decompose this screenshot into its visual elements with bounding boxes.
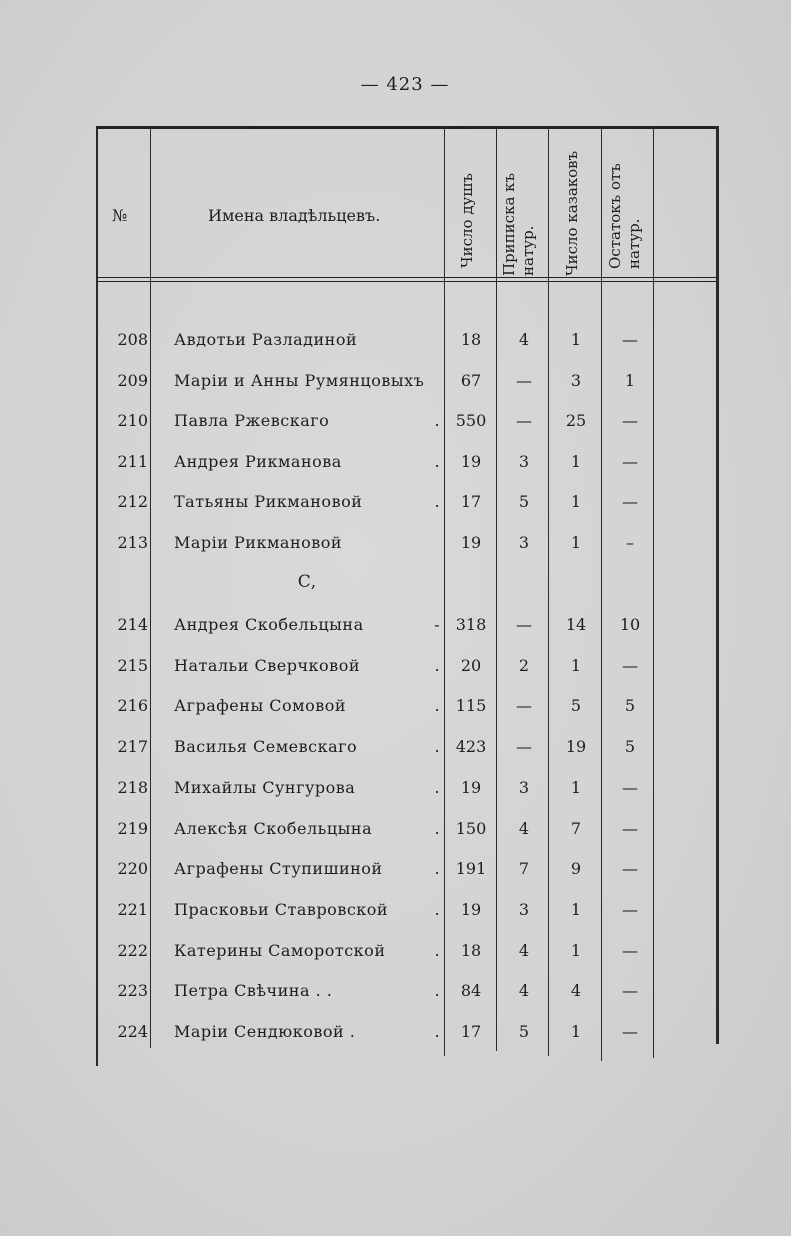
- cossacks-count: 3: [570, 370, 582, 390]
- leader-dot: [432, 370, 442, 392]
- cossacks-count: 1: [570, 1022, 582, 1041]
- row-number: 214: [117, 615, 148, 634]
- leader-dot: .: [434, 411, 440, 431]
- divider-cossacks-remainder: [601, 126, 602, 1061]
- header-souls-text: Число душъ: [458, 173, 476, 268]
- remainder-count: 5: [624, 696, 636, 716]
- table-top-rule: [96, 126, 718, 129]
- row-number: 222: [117, 940, 148, 960]
- header-owner-names: Имена владѣльцевъ.: [208, 206, 381, 225]
- owner-name: Алексѣя Скобельцына: [174, 818, 373, 838]
- cossacks-count: 1: [570, 492, 582, 512]
- remainder-count: —: [622, 492, 638, 512]
- row-number: 219: [117, 818, 148, 838]
- header-remainder: [606, 163, 644, 269]
- row-number: 215: [117, 655, 148, 675]
- souls-count: 20: [460, 655, 482, 675]
- assigned-count: 5: [518, 1022, 530, 1041]
- souls-count: 19: [460, 777, 482, 797]
- leader-dot: [432, 532, 442, 554]
- leader-dot: .: [434, 940, 440, 960]
- remainder-count: —: [622, 818, 638, 838]
- header-bottom-rule: [96, 277, 718, 278]
- souls-count: 18: [460, 330, 482, 349]
- leader-dot: .: [434, 737, 440, 757]
- header-bottom-rule-2: [96, 281, 718, 282]
- remainder-count: —: [622, 899, 638, 919]
- owner-name: Маріи Сендюковой .: [174, 1022, 356, 1041]
- divider-number-name: [150, 126, 151, 1048]
- cossacks-count: 1: [570, 655, 582, 675]
- row-number: 216: [117, 696, 148, 716]
- header-assigned: [500, 173, 538, 276]
- owner-name: Катерины Саморотской: [174, 940, 386, 960]
- remainder-count: —: [622, 981, 638, 1001]
- remainder-count: —: [622, 330, 638, 349]
- remainder-count: 10: [619, 615, 641, 634]
- souls-count: 84: [460, 981, 482, 1001]
- row-number: 213: [117, 533, 148, 552]
- owner-name: Петра Свѣчина . .: [174, 981, 333, 1001]
- owner-name: Авдотьи Разладиной: [174, 330, 358, 349]
- owner-name: Маріи и Анны Румянцовыхъ: [174, 370, 425, 390]
- owner-name: Прасковьи Ставровской: [174, 899, 389, 919]
- right-border: [716, 126, 719, 1044]
- remainder-count: —: [622, 655, 638, 675]
- assigned-count: 4: [518, 940, 530, 960]
- owner-name: Андрея Скобельцына: [174, 615, 364, 634]
- cossacks-count: 1: [570, 533, 582, 552]
- assigned-count: 4: [518, 330, 530, 349]
- page-number: — 423 —: [360, 74, 450, 95]
- souls-count: 19: [460, 899, 482, 919]
- assigned-count: 3: [518, 777, 530, 797]
- souls-count: 18: [460, 940, 482, 960]
- header-cossacks-text: Число казаковъ: [563, 150, 581, 276]
- cossacks-count: 14: [565, 615, 587, 634]
- cossacks-count: 1: [570, 451, 582, 471]
- souls-count: 19: [460, 451, 482, 471]
- header-remainder-line1: Остатокъ отъ: [606, 163, 624, 269]
- row-number: 208: [117, 330, 148, 349]
- remainder-count: 5: [624, 737, 636, 757]
- leader-dot: .: [434, 818, 440, 838]
- leader-dot: [432, 329, 442, 351]
- row-number: 218: [117, 777, 148, 797]
- leader-dot: .: [434, 859, 440, 879]
- row-number: 217: [117, 737, 148, 757]
- section-letter: С,: [297, 572, 317, 592]
- cossacks-count: 19: [565, 737, 587, 757]
- header-cossacks: [563, 151, 582, 276]
- row-number: 212: [117, 492, 148, 512]
- leader-dot: -: [434, 615, 440, 634]
- souls-count: 191: [455, 859, 487, 879]
- souls-count: 550: [455, 411, 487, 431]
- owner-name: Татьяны Рикмановой: [174, 492, 363, 512]
- cossacks-count: 7: [570, 818, 582, 838]
- row-number: 211: [117, 451, 148, 471]
- row-number: 209: [117, 370, 148, 390]
- row-number: 221: [117, 899, 148, 919]
- souls-count: 17: [460, 492, 482, 512]
- remainder-count: —: [622, 777, 638, 797]
- owner-name: Василья Семевскаго: [174, 737, 358, 757]
- cossacks-count: 1: [570, 777, 582, 797]
- assigned-count: 2: [518, 655, 530, 675]
- header-number: №: [112, 206, 128, 225]
- divider-souls-assigned: [496, 126, 497, 1051]
- cossacks-count: 1: [570, 899, 582, 919]
- cossacks-count: 25: [565, 411, 587, 431]
- owner-name: Михайлы Сунгурова: [174, 777, 356, 797]
- owner-name: Маріи Рикмановой: [174, 533, 343, 552]
- souls-count: 67: [460, 370, 482, 390]
- cossacks-count: 5: [570, 696, 582, 716]
- owners-table: [96, 126, 718, 1076]
- assigned-count: —: [516, 370, 532, 390]
- cossacks-count: 1: [570, 330, 582, 349]
- header-souls: [458, 173, 477, 268]
- assigned-count: —: [516, 737, 532, 757]
- assigned-count: —: [516, 411, 532, 431]
- assigned-count: 5: [518, 492, 530, 512]
- leader-dot: .: [434, 777, 440, 797]
- leader-dot: .: [434, 492, 440, 512]
- row-number: 223: [117, 981, 148, 1001]
- owner-name: Павла Ржевскаго: [174, 411, 330, 431]
- assigned-count: —: [516, 615, 532, 634]
- owner-name: Аграфены Ступишиной: [174, 859, 383, 879]
- assigned-count: —: [516, 696, 532, 716]
- souls-count: 150: [455, 818, 487, 838]
- leader-dot: .: [434, 1022, 440, 1041]
- cossacks-count: 9: [570, 859, 582, 879]
- left-border: [96, 126, 98, 1066]
- owner-name: Натальи Сверчковой: [174, 655, 360, 675]
- remainder-count: –: [626, 533, 634, 552]
- remainder-count: —: [622, 411, 638, 431]
- assigned-count: 3: [518, 533, 530, 552]
- leader-dot: .: [434, 899, 440, 919]
- remainder-count: —: [622, 859, 638, 879]
- owner-name: Аграфены Сомовой: [174, 696, 347, 716]
- header-assigned-line1: Приписка къ: [500, 172, 518, 276]
- assigned-count: 7: [518, 859, 530, 879]
- row-number: 224: [117, 1022, 148, 1041]
- cossacks-count: 1: [570, 940, 582, 960]
- assigned-count: 3: [518, 451, 530, 471]
- remainder-count: —: [622, 1022, 638, 1041]
- remainder-count: 1: [624, 370, 636, 390]
- header-remainder-line2: натур.: [625, 218, 643, 269]
- row-number: 210: [117, 411, 148, 431]
- row-number: 220: [117, 859, 148, 879]
- cossacks-count: 4: [570, 981, 582, 1001]
- leader-dot: .: [434, 981, 440, 1001]
- owner-name: Андрея Рикманова: [174, 451, 342, 471]
- remainder-count: —: [622, 451, 638, 471]
- souls-count: 318: [455, 615, 487, 634]
- souls-count: 423: [455, 737, 487, 757]
- leader-dot: .: [434, 655, 440, 675]
- souls-count: 115: [455, 696, 487, 716]
- leader-dot: .: [434, 451, 440, 471]
- assigned-count: 4: [518, 818, 530, 838]
- assigned-count: 3: [518, 899, 530, 919]
- remainder-count: —: [622, 940, 638, 960]
- header-assigned-line2: натур.: [519, 225, 537, 276]
- leader-dot: .: [434, 696, 440, 716]
- souls-count: 17: [460, 1022, 482, 1041]
- souls-count: 19: [460, 533, 482, 552]
- assigned-count: 4: [518, 981, 530, 1001]
